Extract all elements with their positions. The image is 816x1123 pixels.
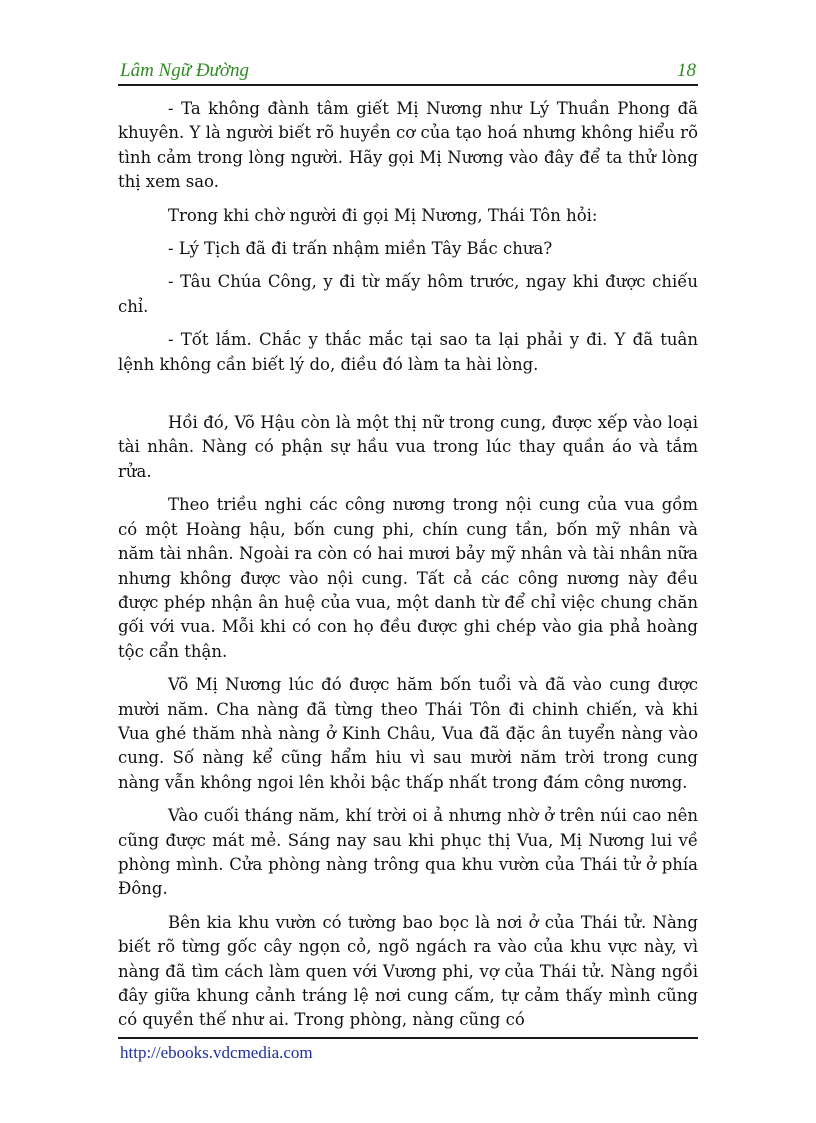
paragraph: Bên kia khu vườn có tường bao bọc là nơi ở của Thái tử. Nàng biết rõ từng gốc cây ngọn cỏ, ngõ ngách ra vào của khu vực này, vì nàng đã tìm cách làm quen với Vương phi, vợ của Thái tử. Nàng ngồi đây giữa khung cảnh tráng lệ nơi cung cấm, tự cảm thấy mình cũng có quyền thế như ai. Trong phòng, nàng cũng có xyxy=(118,912,698,1030)
paragraph: Theo triều nghi các công nương trong nội cung của vua gồm có một Hoàng hậu, bốn cung phi, chín cung tần, bốn mỹ nhân và năm tài nhân. Ngoài ra còn có hai mươi bảy mỹ nhân và tài nhân nữa nhưng không được vào nội cung. Tất cả các công nương này đều được phép nhận ân huệ của vua, một danh từ để chỉ việc chung chăn gối với vua. Mỗi khi có con họ đều được ghi chép vào gia phả hoàng tộc cẩn thận. xyxy=(118,495,698,661)
footer-url-link[interactable]: http://ebooks.vdcmedia.com xyxy=(120,1043,313,1062)
paragraph: Võ Mị Nương lúc đó được hăm bốn tuổi và đã vào cung được mười năm. Cha nàng đã từng theo Thái Tôn đi chinh chiến, và khi Vua ghé thăm nhà nàng ở Kinh Châu, Vua đã đặc ân tuyển nàng vào cung. Số nàng kể cũng hẩm hiu vì sau mười năm trời trong cung nàng vẫn không ngoi lên khỏi bậc thấp nhất trong đám công nương. xyxy=(118,675,698,792)
paragraph: - Lý Tịch đã đi trấn nhậm miền Tây Bắc chưa? xyxy=(168,239,553,259)
paragraph: Vào cuối tháng năm, khí trời oi ả nhưng nhờ ở trên núi cao nên cũng được mát mẻ. Sáng nay sau khi phục thị Vua, Mị Nương lui về phòng mình. Cửa phòng nàng trông qua khu vườn của Thái tử ở phía Đông. xyxy=(118,806,698,899)
page-number: 18 xyxy=(677,60,696,81)
paragraph: - Tâu Chúa Công, y đi từ mấy hôm trước, ngay khi được chiếu chỉ. xyxy=(118,272,698,316)
paragraph: - Tốt lắm. Chắc y thắc mắc tại sao ta lại phải y đi. Y đã tuân lệnh không cần biết lý do, điều đó làm ta hài lòng. xyxy=(118,330,698,374)
paragraph: Trong khi chờ người đi gọi Mị Nương, Thái Tôn hỏi: xyxy=(168,205,598,225)
footer-divider xyxy=(118,1037,698,1039)
paragraph: Hồi đó, Võ Hậu còn là một thị nữ trong cung, được xếp vào loại tài nhân. Nàng có phận sự hầu vua trong lúc thay quần áo và tắm rửa. xyxy=(118,413,698,481)
book-title: Lâm Ngữ Đường xyxy=(120,60,250,81)
body-text xyxy=(118,97,698,1042)
paragraph: - Ta không đành tâm giết Mị Nương như Lý Thuần Phong đã khuyên. Y là người biết rõ huyền cơ của tạo hoá nhưng không hiểu rõ tình cảm trong lòng người. Hãy gọi Mị Nương vào đây để ta thử lòng thị xem sao. xyxy=(118,99,698,192)
page-header xyxy=(118,58,698,86)
